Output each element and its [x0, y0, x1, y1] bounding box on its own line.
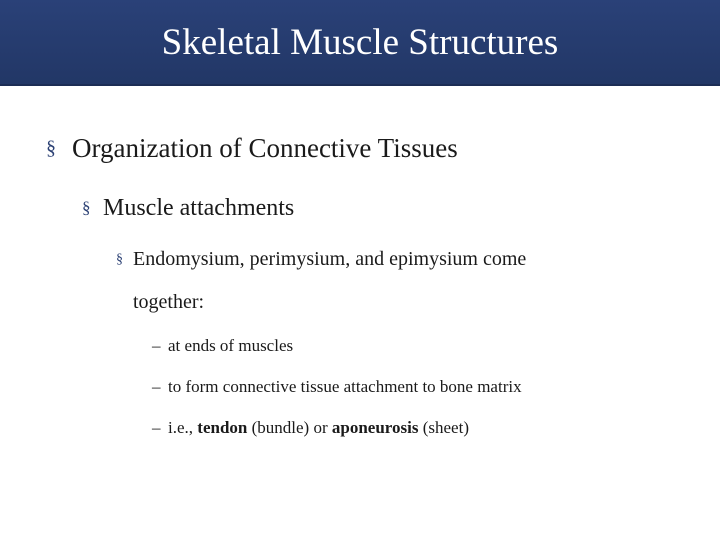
dash-bullet-icon: –: [152, 377, 161, 396]
dash-item-text: to form connective tissue attachment to bone matrix: [168, 377, 522, 396]
level3-text-line1: Endomysium, perimysium, and epimysium come: [133, 248, 527, 270]
term-tendon: tendon: [197, 418, 248, 437]
square-bullet-icon: §: [116, 252, 123, 267]
dash-bullet-icon: –: [152, 336, 161, 355]
level3-text-line2: together:: [133, 291, 205, 313]
slide-title: Skeletal Muscle Structures: [161, 22, 559, 63]
dash-item-middle: (bundle) or: [247, 418, 332, 437]
square-bullet-icon: §: [46, 137, 56, 159]
level2-text: Muscle attachments: [103, 195, 295, 221]
level1-text: Organization of Connective Tissues: [72, 133, 458, 163]
title-bar: [0, 0, 720, 86]
dash-item-text: at ends of muscles: [168, 336, 294, 355]
dash-item-prefix: i.e.,: [168, 418, 198, 437]
dash-item-text: [168, 416, 469, 440]
square-bullet-icon: §: [82, 198, 91, 217]
term-aponeurosis: aponeurosis: [331, 418, 419, 437]
dash-item-suffix: (sheet): [418, 418, 469, 437]
dash-bullet-icon: –: [152, 418, 161, 437]
